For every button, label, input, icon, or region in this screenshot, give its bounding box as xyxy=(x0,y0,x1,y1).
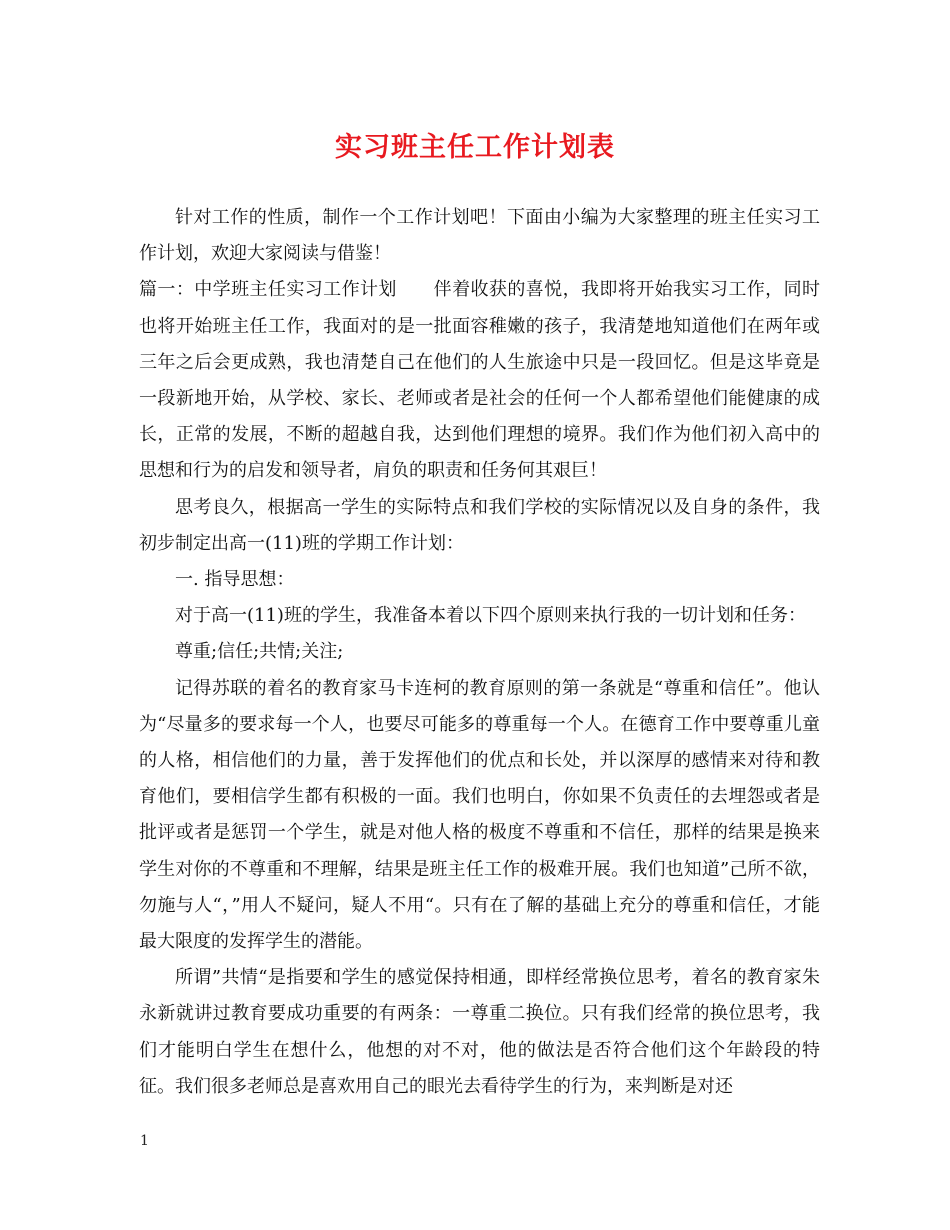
heading-guiding-thought: 一. 指导思想： xyxy=(175,569,295,591)
document-body xyxy=(139,200,820,1105)
paragraph-principle-list: 尊重;信任;共情;关注; xyxy=(175,641,344,663)
paragraph-principles: 对于高一(11)班的学生，我准备本着以下四个原则来执行我的一切计划和任务： xyxy=(175,605,806,627)
paragraph-section-one: 篇一：中学班主任实习工作计划 伴着收获的喜悦，我即将开始我实习工作，同时也将开始班主任工作，我面对的是一批面容稚嫩的孩子，我清楚地知道他们在两年或三年之后会更成熟，我也清楚自己在他们的人生旅途中只是一段回忆。但是这毕竟是一段新地开始，从学校、家长、老师或者是社会的任何一个人都希望他们能健康的成长，正常的发展，不断的超越自我，达到他们理想的境界。我们作为他们初入高中的思想和行为的启发和领导者，肩负的职责和任务何其艰巨！ xyxy=(139,279,820,482)
paragraph-respect-trust: 记得苏联的着名的教育家马卡连柯的教育原则的第一条就是“尊重和信任”。他认为“尽量多的要求每一个人，也要尽可能多的尊重每一个人。在德育工作中要尊重儿童的人格，相信他们的力量，善于发挥他们的优点和长处，并以深厚的感情来对待和教育他们，要相信学生都有积极的一面。我们也明白，你如果不负责任的去埋怨或者是批评或者是惩罚一个学生，就是对他人格的极度不尊重和不信任，那样的结果是换来学生对你的不尊重和不理解，结果是班主任工作的极难开展。我们也知道”己所不欲，勿施与人“，”用人不疑问，疑人不用“。只有在了解的基础上充分的尊重和信任，才能最大限度的发挥学生的潜能。 xyxy=(139,677,820,953)
paragraph-empathy: 所谓”共情“是指要和学生的感觉保持相通，即样经常换位思考，着名的教育家朱永新就讲过教育要成功重要的有两条：一尊重二换位。只有我们经常的换位思考，我们才能明白学生在想什么，他想的对不对，他的做法是否符合他们这个年龄段的特征。我们很多老师总是喜欢用自己的眼光去看待学生的行为，来判断是对还 xyxy=(139,967,820,1097)
paragraph-plan: 思考良久，根据高一学生的实际特点和我们学校的实际情况以及自身的条件，我初步制定出高一(11)班的学期工作计划： xyxy=(139,496,820,554)
page-number: 1 xyxy=(140,1133,149,1149)
paragraph-intro: 针对工作的性质，制作一个工作计划吧！下面由小编为大家整理的班主任实习工作计划，欢迎大家阅读与借鉴！ xyxy=(139,207,820,265)
document-title: 实习班主任工作计划表 xyxy=(335,132,615,163)
